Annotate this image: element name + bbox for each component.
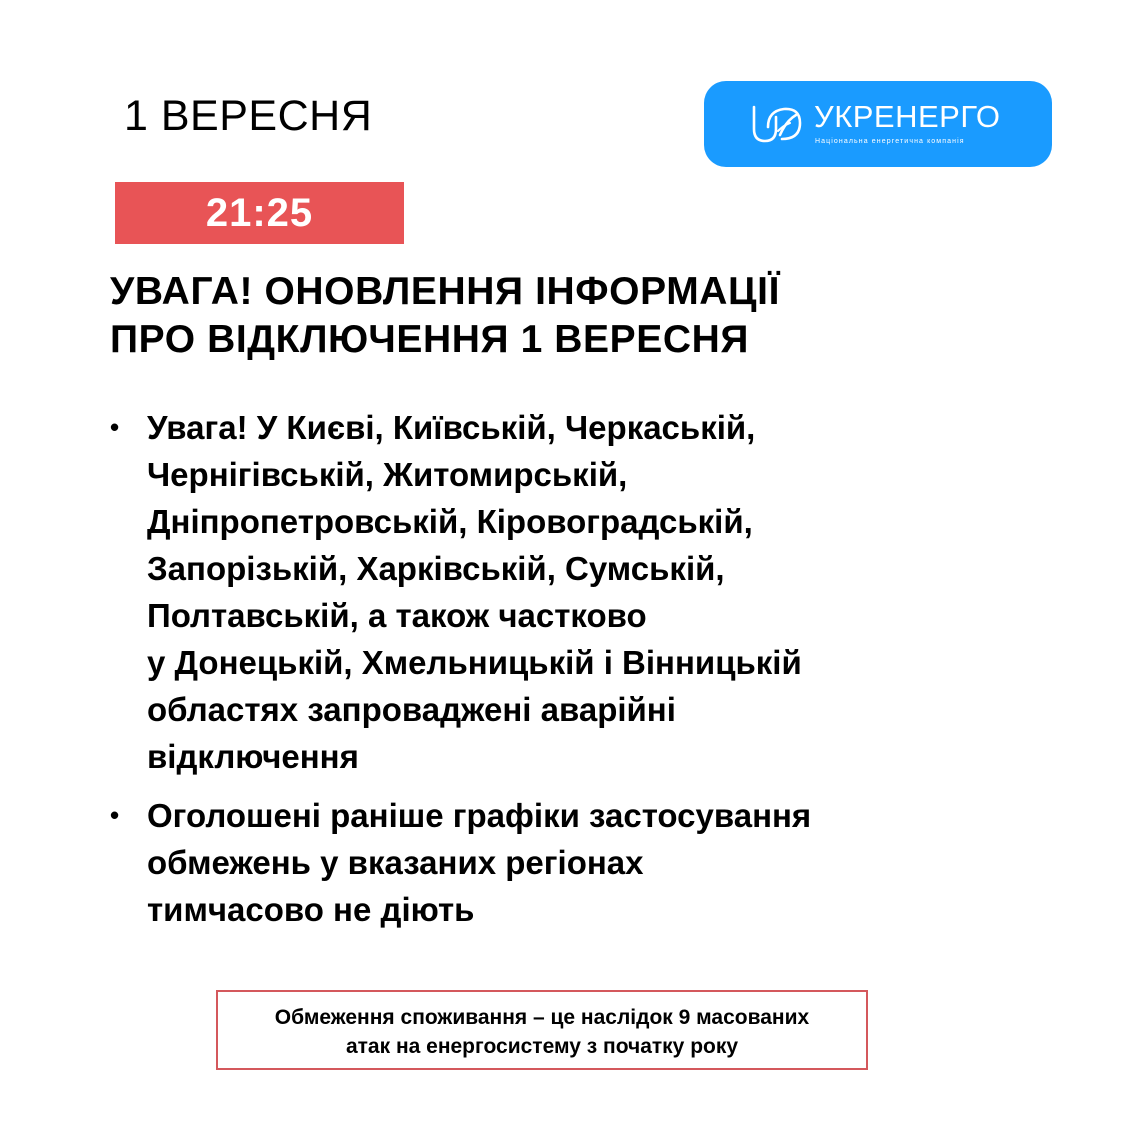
page-title [110,268,1010,364]
bullet-text-line: тимчасово не діють [147,891,475,928]
logo-name: УКРЕНЕРГО [814,99,1001,134]
list-item [110,404,930,780]
date-heading: 1 ВЕРЕСНЯ [124,92,373,140]
bullet-text-line: Дніпропетровській, Кіровоградській, [147,503,753,540]
title-line: ПРО ВІДКЛЮЧЕННЯ 1 ВЕРЕСНЯ [110,318,750,361]
title-line: УВАГА! ОНОВЛЕННЯ ІНФОРМАЦІЇ [110,270,780,313]
time-badge: 21:25 [115,182,404,244]
logo-tagline: Національна енергетична компанія [815,138,965,145]
footnote-box [216,990,868,1070]
bullet-text-line: Увага! У Києві, Київській, Черкаській, [147,409,756,446]
bullet-icon: • [110,412,120,442]
announcement-list [110,404,930,945]
bullet-text-line: Полтавській, а також частково [147,597,647,634]
ukrenergo-logo [704,81,1052,167]
bullet-text-line: у Донецькій, Хмельницькій і Вінницькій [147,644,802,681]
footnote-line: атак на енергосистему з початку року [345,1035,739,1058]
ukrenergo-logo-icon [750,103,806,147]
footnote-line: Обмеження споживання – це наслідок 9 масованих [274,1006,810,1029]
bullet-text-line: Запорізькій, Харківській, Сумській, [147,550,725,587]
bullet-text-line: Оголошені раніше графіки застосування [147,797,812,834]
bullet-text-line: Чернігівській, Житомирській, [147,456,628,493]
list-item [110,792,930,933]
bullet-text-line: областях запроваджені аварійні [147,691,676,728]
bullet-text-line: обмежень у вказаних регіонах [147,844,644,881]
bullet-icon: • [110,800,120,830]
bullet-text-line: відключення [147,738,359,775]
